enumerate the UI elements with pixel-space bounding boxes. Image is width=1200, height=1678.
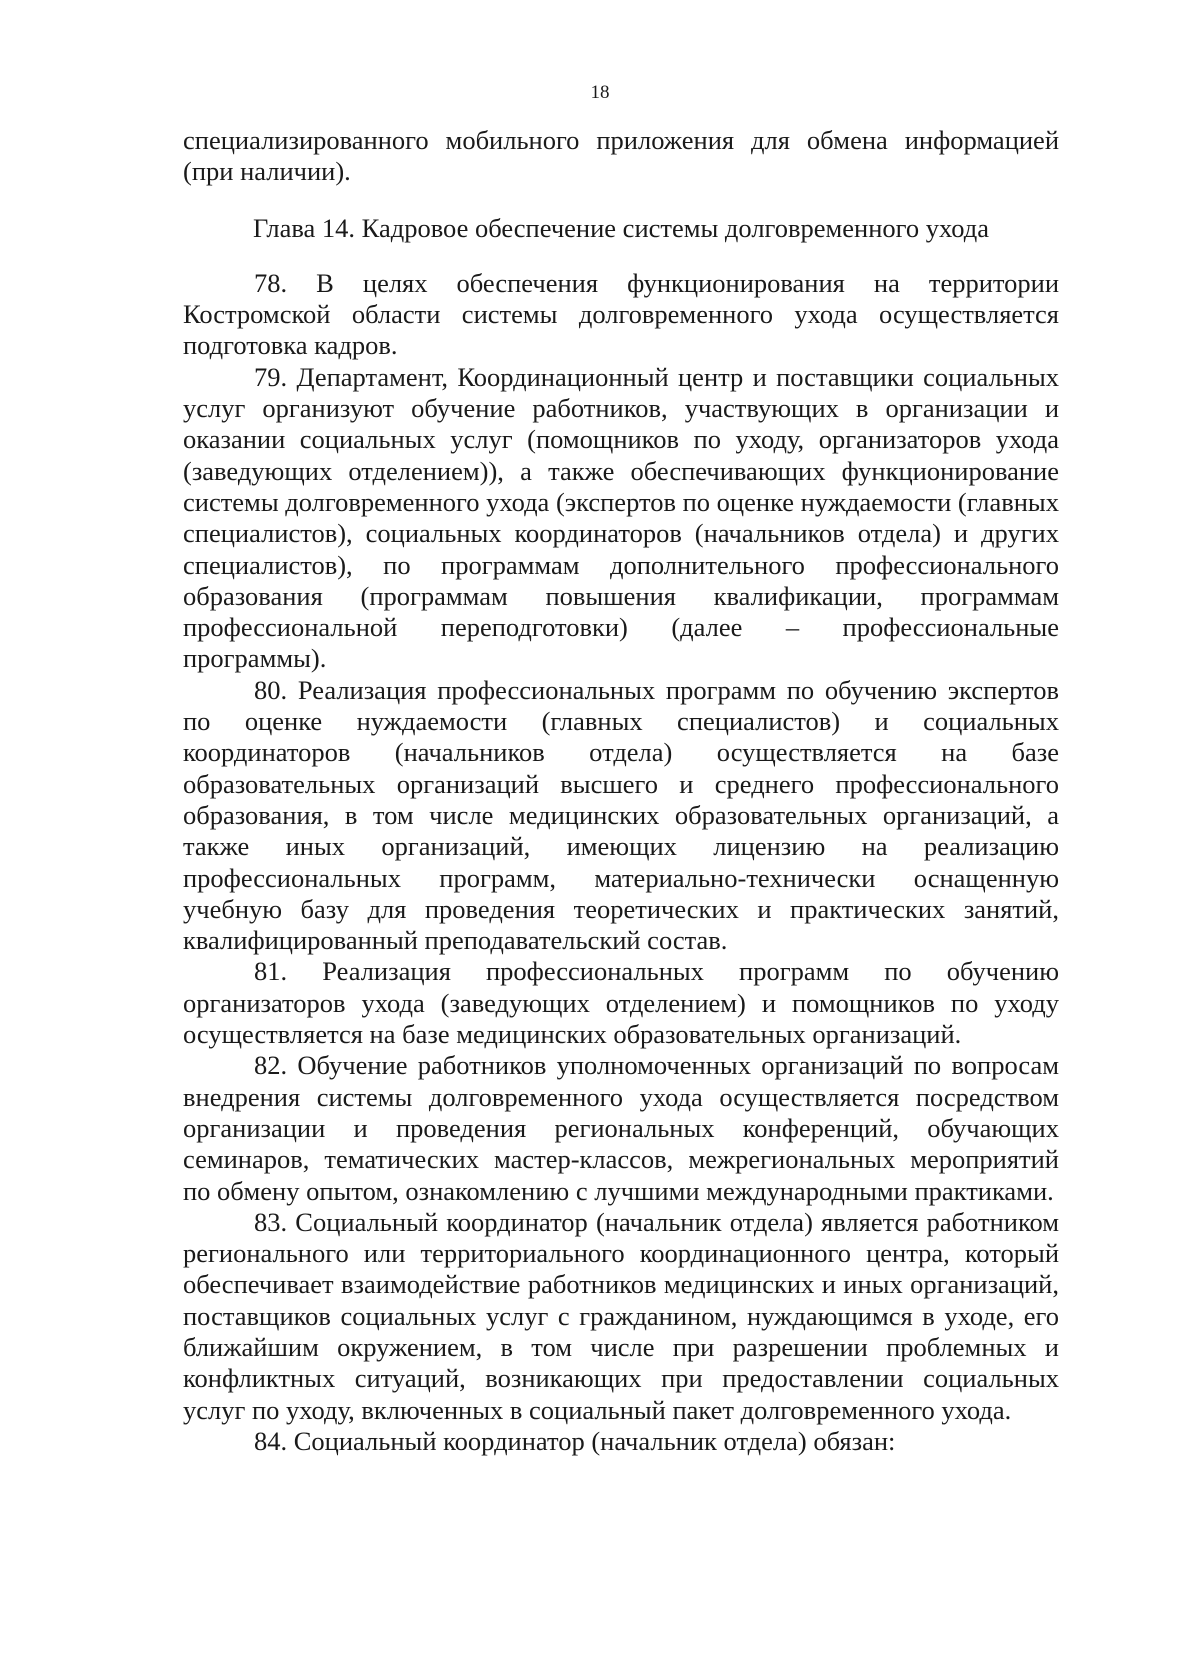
paragraph-80: 80. Реализация профессиональных программ по обучению экспертов по оценке нуждаемости (главных специалистов) и социальных координаторов (начальников отдела) осуществляется на базе образовательных организаций высшего и среднего профессионального образования, в том числе медицинских образовательных организаций, а также иных организаций, имеющих лицензию на реализацию профессиональных программ, материально-технически оснащенную учебную базу для проведения теоретических и практических занятий, квалифицированный преподавательский состав. bbox=[183, 674, 1059, 956]
intro-paragraph: специализированного мобильного приложения для обмена информацией (при наличии). bbox=[183, 125, 1059, 187]
document-body bbox=[183, 125, 1059, 1457]
paragraph-81: 81. Реализация профессиональных программ по обучению организаторов ухода (заведующих отделением) и помощников по уходу осуществляется на базе медицинских образовательных организаций. bbox=[183, 956, 1059, 1050]
paragraph-83: 83. Социальный координатор (начальник отдела) является работником регионального или территориального координационного центра, который обеспечивает взаимодействие работников медицинских и иных организаций, поставщиков социальных услуг с гражданином, нуждающимся в уходе, его ближайшим окружением, в том числе при разрешении проблемных и конфликтных ситуаций, возникающих при предоставлении социальных услуг по уходу, включенных в социальный пакет долговременного ухода. bbox=[183, 1206, 1059, 1425]
paragraph-82: 82. Обучение работников уполномоченных организаций по вопросам внедрения системы долговременного ухода осуществляется посредством организации и проведения региональных конференций, обучающих семинаров, тематических мастер-классов, межрегиональных мероприятий по обмену опытом, ознакомлению с лучшими международными практиками. bbox=[183, 1050, 1059, 1206]
paragraph-78: 78. В целях обеспечения функционирования на территории Костромской области системы долговременного ухода осуществляется подготовка кадров. bbox=[183, 267, 1059, 361]
chapter-title: Глава 14. Кадровое обеспечение системы долговременного ухода bbox=[253, 212, 989, 243]
page-number: 18 bbox=[590, 82, 610, 103]
paragraph-84: 84. Социальный координатор (начальник отдела) обязан: bbox=[254, 1425, 896, 1456]
paragraph-79: 79. Департамент, Координационный центр и поставщики социальных услуг организуют обучение работников, участвующих в организации и оказании социальных услуг (помощников по уходу, организаторов ухода (заведующих отделением)), а также обеспечивающих функционирование системы долговременного ухода (экспертов по оценке нуждаемости (главных специалистов), социальных координаторов (начальников отдела) и других специалистов), по программам дополнительного профессионального образования (программам повышения квалификации, программам профессиональной переподготовки) (далее – профессиональные программы). bbox=[183, 361, 1059, 674]
